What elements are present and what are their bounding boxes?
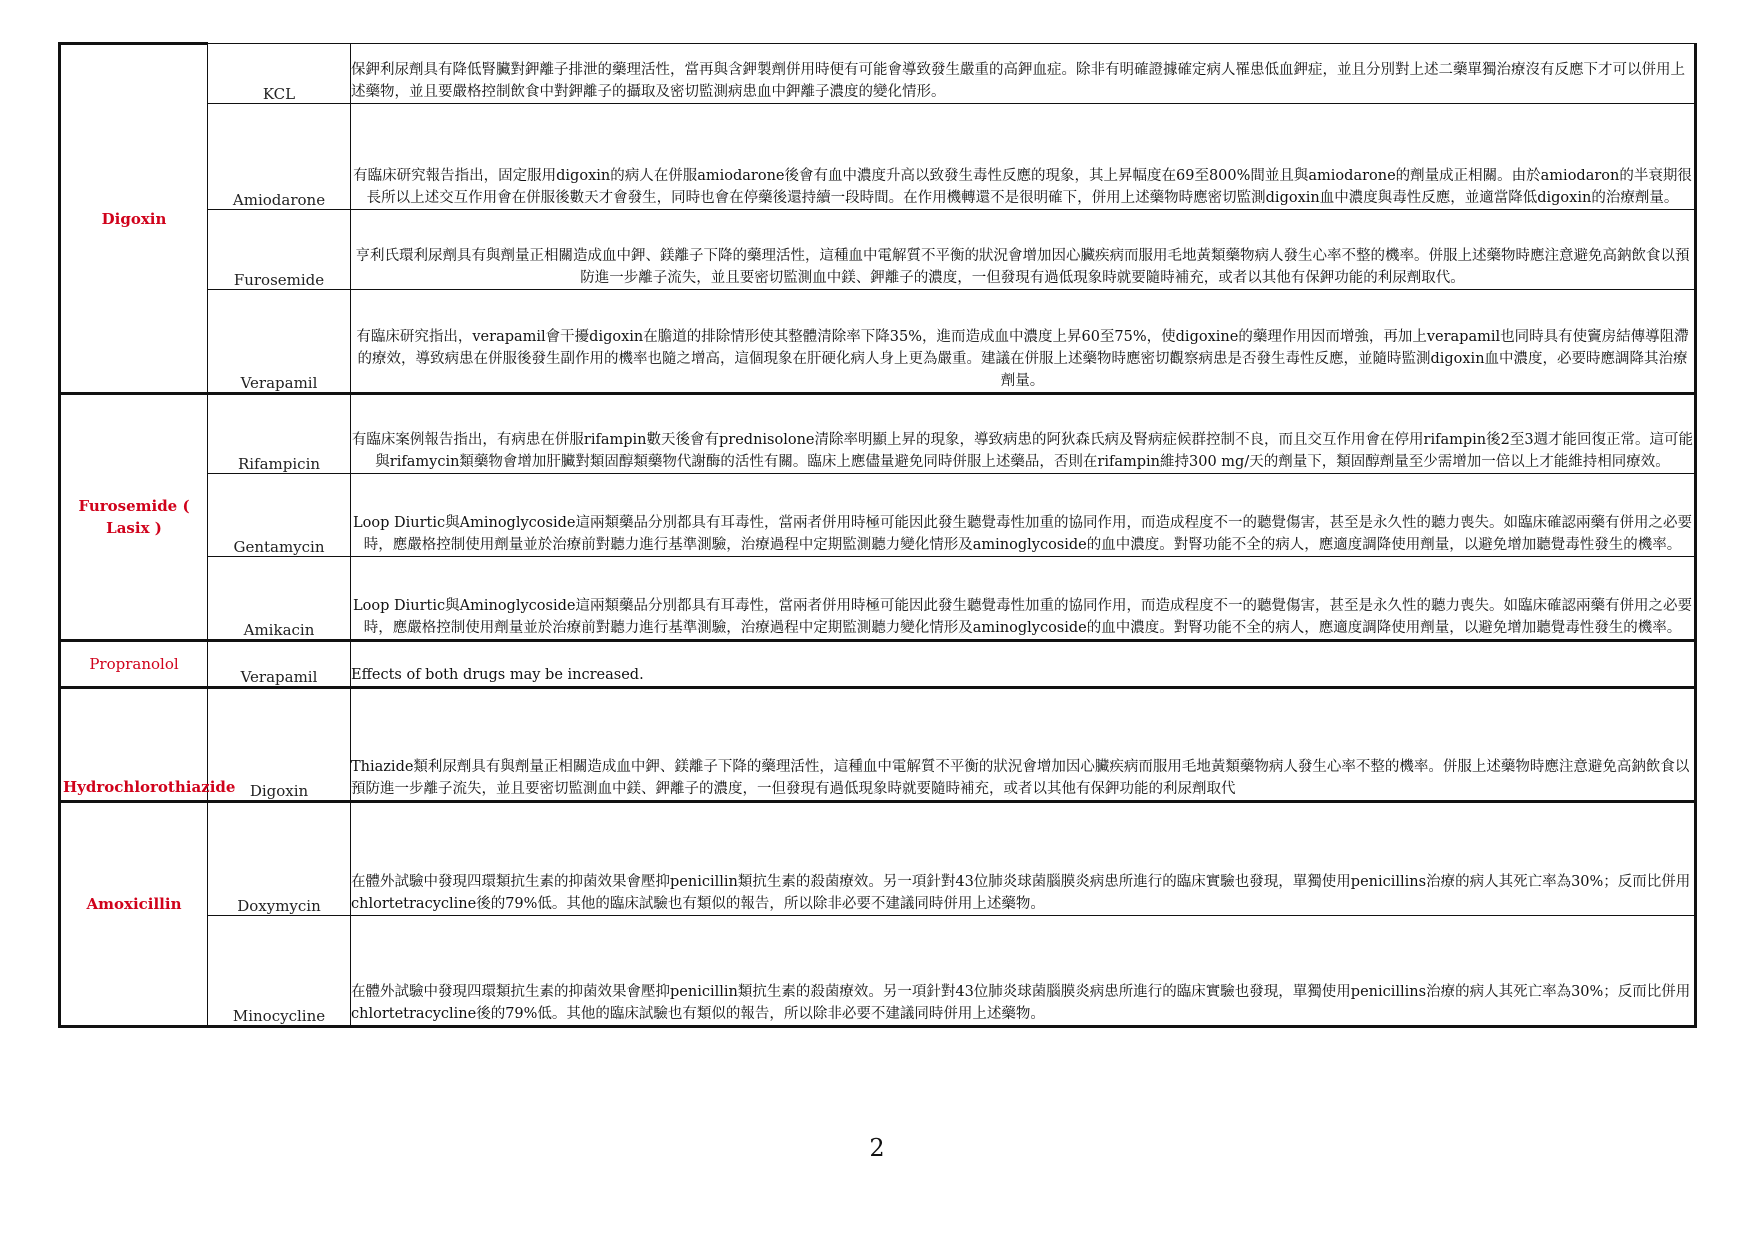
interaction-description: Effects of both drugs may be increased. [351,641,1696,688]
interaction-description: Loop Diurtic與Aminoglycoside這兩類藥品分別都具有耳毒性，當兩者併用時極可能因此發生聽覺毒性加重的協同作用，而造成程度不一的聽覺傷害，甚至是永久性的聽力喪失。如臨床確認兩藥有併用之必要時，應嚴格控制使用劑量並於治療前對聽力進行基準測驗，治療過程中定期監測聽力變化情形及aminoglycoside的血中濃度。對腎功能不全的病人，應適度調降使用劑量，以避免增加聽覺毒性發生的機率。 [351,557,1696,641]
interacting-drug: Amiodarone [208,104,351,210]
primary-drug-furosemide: Furosemide ( Lasix ) [60,394,208,641]
page-number: 2 [869,1134,885,1162]
primary-drug-digoxin: Digoxin [60,44,208,394]
interaction-description: 有臨床研究報告指出，固定服用digoxin的病人在併服amiodarone後會有血中濃度升高以致發生毒性反應的現象，其上昇幅度在69至800%間並且與amiodarone的劑量成正相關。由於amiodaron的半衰期很長所以上述交互作用會在併服後數天才會發生，同時也會在停藥後還持續一段時間。在作用機轉還不是很明確下，併用上述藥物時應密切監測digoxin血中濃度與毒性反應，並適當降低digoxin的治療劑量。 [351,104,1696,210]
interaction-description: 在體外試驗中發現四環類抗生素的抑菌效果會壓抑penicillin類抗生素的殺菌療效。另一項針對43位肺炎球菌腦膜炎病患所進行的臨床實驗也發現，單獨使用penicillins治療的病人其死亡率為30%；反而比併用chlortetracycline後的79%低。其他的臨床試驗也有類似的報告，所以除非必要不建議同時併用上述藥物。 [351,916,1696,1027]
primary-drug-amoxicillin: Amoxicillin [60,802,208,1027]
interacting-drug: Rifampicin [208,394,351,474]
drug-interaction-table [58,42,1697,1028]
interaction-description: 在體外試驗中發現四環類抗生素的抑菌效果會壓抑penicillin類抗生素的殺菌療效。另一項針對43位肺炎球菌腦膜炎病患所進行的臨床實驗也發現，單獨使用penicillins治療的病人其死亡率為30%；反而比併用chlortetracycline後的79%低。其他的臨床試驗也有類似的報告，所以除非必要不建議同時併用上述藥物。 [351,802,1696,916]
interacting-drug: Digoxin [208,688,351,802]
interaction-description: Loop Diurtic與Aminoglycoside這兩類藥品分別都具有耳毒性，當兩者併用時極可能因此發生聽覺毒性加重的協同作用，而造成程度不一的聽覺傷害，甚至是永久性的聽力喪失。如臨床確認兩藥有併用之必要時，應嚴格控制使用劑量並於治療前對聽力進行基準測驗，治療過程中定期監測聽力變化情形及aminoglycoside的血中濃度。對腎功能不全的病人，應適度調降使用劑量，以避免增加聽覺毒性發生的機率。 [351,474,1696,557]
table-row [60,688,1696,802]
table-row [60,104,1696,210]
interaction-description: 有臨床案例報告指出，有病患在併服rifampin數天後會有prednisolone清除率明顯上昇的現象，導致病患的阿狄森氏病及腎病症候群控制不良，而且交互作用會在停用rifampin後2至3週才能回復正常。這可能與rifamycin類藥物會增加肝臟對類固醇類藥物代謝酶的活性有關。臨床上應儘量避免同時併服上述藥品，否則在rifampin維持300 mg/天的劑量下，類固醇劑量至少需增加一倍以上才能維持相同療效。 [351,394,1696,474]
interacting-drug: Gentamycin [208,474,351,557]
table-row [60,474,1696,557]
table-row [60,290,1696,394]
interacting-drug: Doxymycin [208,802,351,916]
interaction-description: 亨利氏環利尿劑具有與劑量正相關造成血中鉀、鎂離子下降的藥理活性，這種血中電解質不平衡的狀況會增加因心臟疾病而服用毛地黃類藥物病人發生心率不整的機率。併服上述藥物時應注意避免高鈉飲食以預防進一步離子流失，並且要密切監測血中鎂、鉀離子的濃度，一但發現有過低現象時就要隨時補充，或者以其他有保鉀功能的利尿劑取代。 [351,210,1696,290]
interaction-description: 保鉀利尿劑具有降低腎臟對鉀離子排泄的藥理活性，當再與含鉀製劑併用時便有可能會導致發生嚴重的高鉀血症。除非有明確證據確定病人罹患低血鉀症，並且分別對上述二藥單獨治療沒有反應下才可以併用上述藥物，並且要嚴格控制飲食中對鉀離子的攝取及密切監測病患血中鉀離子濃度的變化情形。 [351,44,1696,104]
table-row [60,802,1696,916]
table-row [60,916,1696,1027]
interacting-drug: Verapamil [208,290,351,394]
interacting-drug: Verapamil [208,641,351,688]
interaction-description: Thiazide類利尿劑具有與劑量正相關造成血中鉀、鎂離子下降的藥理活性，這種血中電解質不平衡的狀況會增加因心臟疾病而服用毛地黃類藥物病人發生心率不整的機率。併服上述藥物時應注意避免高鈉飲食以預防進一步離子流失，並且要密切監測血中鎂、鉀離子的濃度，一但發現有過低現象時就要隨時補充，或者以其他有保鉀功能的利尿劑取代 [351,688,1696,802]
table-row [60,641,1696,688]
table-row [60,394,1696,474]
primary-drug-hydrochlorothiazide: Hydrochlorothiazide [60,688,208,802]
interacting-drug: Amikacin [208,557,351,641]
table-row [60,44,1696,104]
table-row [60,557,1696,641]
table-row [60,210,1696,290]
interaction-description: 有臨床研究指出，verapamil會干擾digoxin在膽道的排除情形使其整體清除率下降35%，進而造成血中濃度上昇60至75%，使digoxine的藥理作用因而增強，再加上verapamil也同時具有使竇房結傳導阻滯的療效，導致病患在併服後發生副作用的機率也隨之增高，這個現象在肝硬化病人身上更為嚴重。建議在併服上述藥物時應密切觀察病患是否發生毒性反應，並隨時監測digoxin血中濃度，必要時應調降其治療劑量。 [351,290,1696,394]
interacting-drug: Minocycline [208,916,351,1027]
primary-drug-propranolol: Propranolol [60,641,208,688]
interacting-drug: Furosemide [208,210,351,290]
interacting-drug: KCL [208,44,351,104]
